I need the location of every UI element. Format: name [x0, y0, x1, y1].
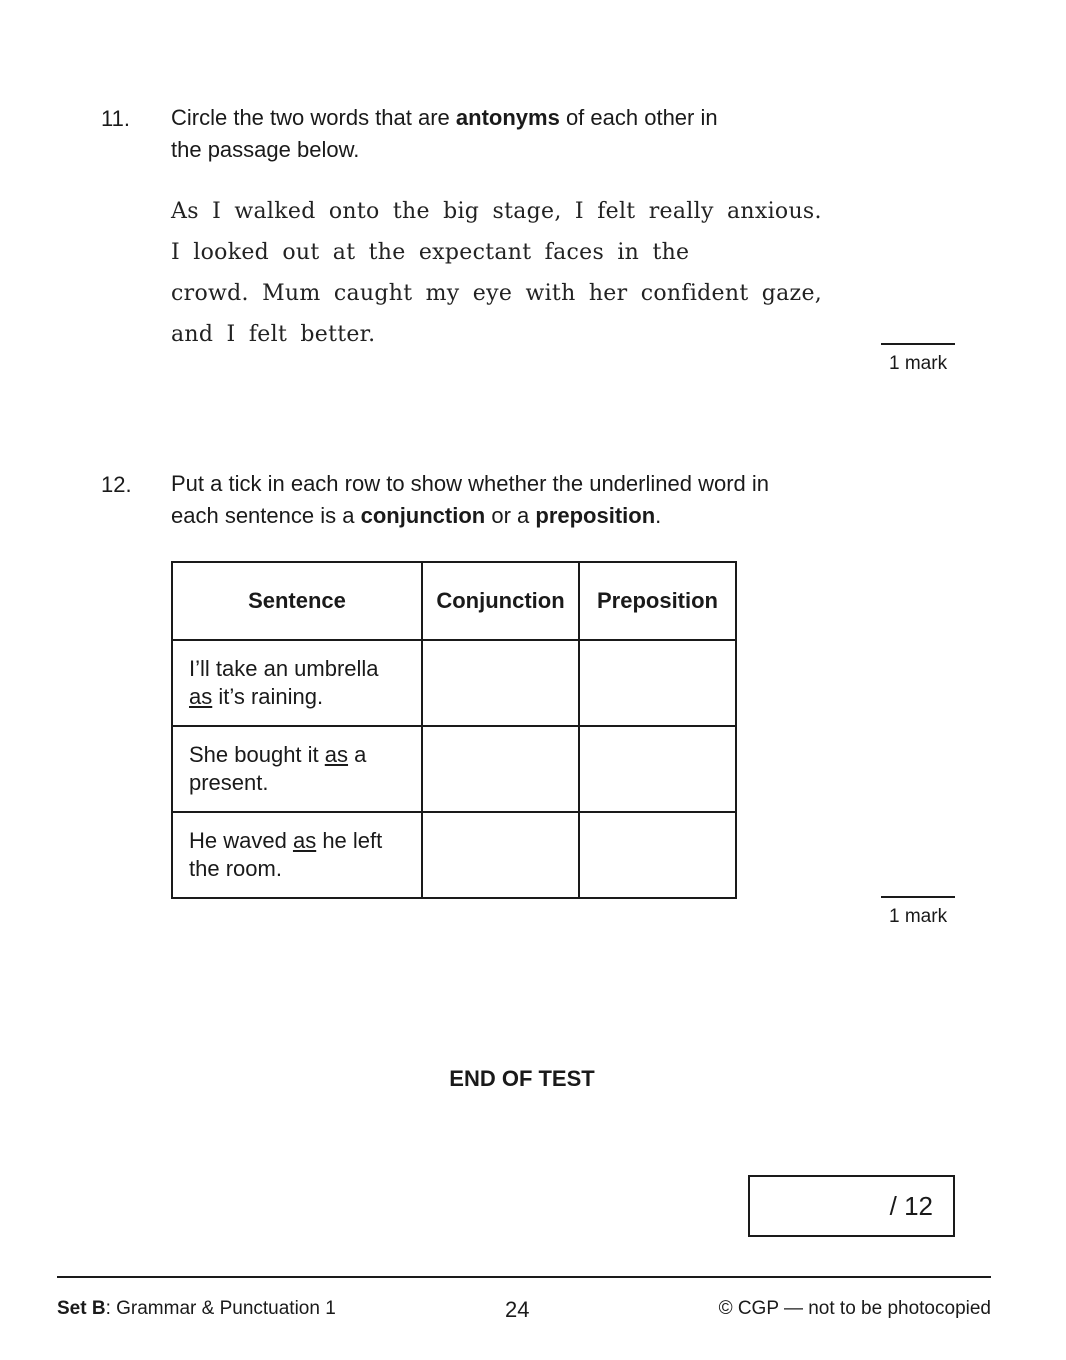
end-of-test: END OF TEST: [449, 1066, 595, 1091]
mark-label-q12: 1 mark: [889, 906, 948, 927]
preposition-tick-cell[interactable]: [579, 640, 736, 726]
question-11-line-2: the passage below.: [171, 137, 360, 162]
sentence-cell: I’ll take an umbrella as it’s raining.: [172, 640, 422, 726]
footer-copyright: © CGP — not to be photocopied: [718, 1298, 991, 1319]
page-number: 24: [505, 1297, 530, 1322]
question-12-line-2: each sentence is a conjunction or a preposition.: [171, 503, 662, 528]
preposition-tick-cell[interactable]: [579, 726, 736, 812]
question-12-number: 12.: [101, 472, 132, 497]
passage-line: I looked out at the expectant faces in the: [171, 240, 690, 265]
sentence-cell: He waved as he left the room.: [172, 812, 422, 898]
question-11-line-1: Circle the two words that are antonyms of each other in: [171, 105, 718, 130]
passage-line: and I felt better.: [171, 322, 376, 347]
tick-table: [171, 561, 737, 899]
conjunction-tick-cell[interactable]: [422, 812, 579, 898]
sentence-cell: She bought it as a present.: [172, 726, 422, 812]
mark-label-q11: 1 mark: [889, 353, 948, 374]
footer-set-label: Set B: Grammar & Punctuation 1: [57, 1298, 336, 1319]
header-preposition: Preposition: [579, 562, 736, 640]
passage-line: crowd. Mum caught my eye with her confident gaze,: [171, 281, 823, 306]
passage: [171, 191, 861, 355]
question-11-number: 11.: [101, 106, 130, 131]
header-conjunction: Conjunction: [422, 562, 579, 640]
question-12-line-1: Put a tick in each row to show whether the underlined word in: [171, 471, 769, 496]
antonyms-term: antonyms: [455, 105, 560, 130]
mark-line: [881, 343, 955, 345]
question-12-prompt: [171, 468, 871, 532]
table-row: [172, 812, 736, 898]
preposition-tick-cell[interactable]: [579, 812, 736, 898]
header-sentence: Sentence: [172, 562, 422, 640]
footer-divider: [57, 1276, 991, 1278]
table-header-row: [172, 562, 736, 640]
table-row: [172, 726, 736, 812]
table-row: [172, 640, 736, 726]
conjunction-tick-cell[interactable]: [422, 726, 579, 812]
passage-line: As I walked onto the big stage, I felt really anxious.: [171, 199, 822, 224]
score-total: / 12: [889, 1191, 933, 1221]
mark-line: [881, 896, 955, 898]
conjunction-tick-cell[interactable]: [422, 640, 579, 726]
score-box[interactable]: [748, 1175, 955, 1237]
question-11-prompt: [171, 102, 871, 166]
